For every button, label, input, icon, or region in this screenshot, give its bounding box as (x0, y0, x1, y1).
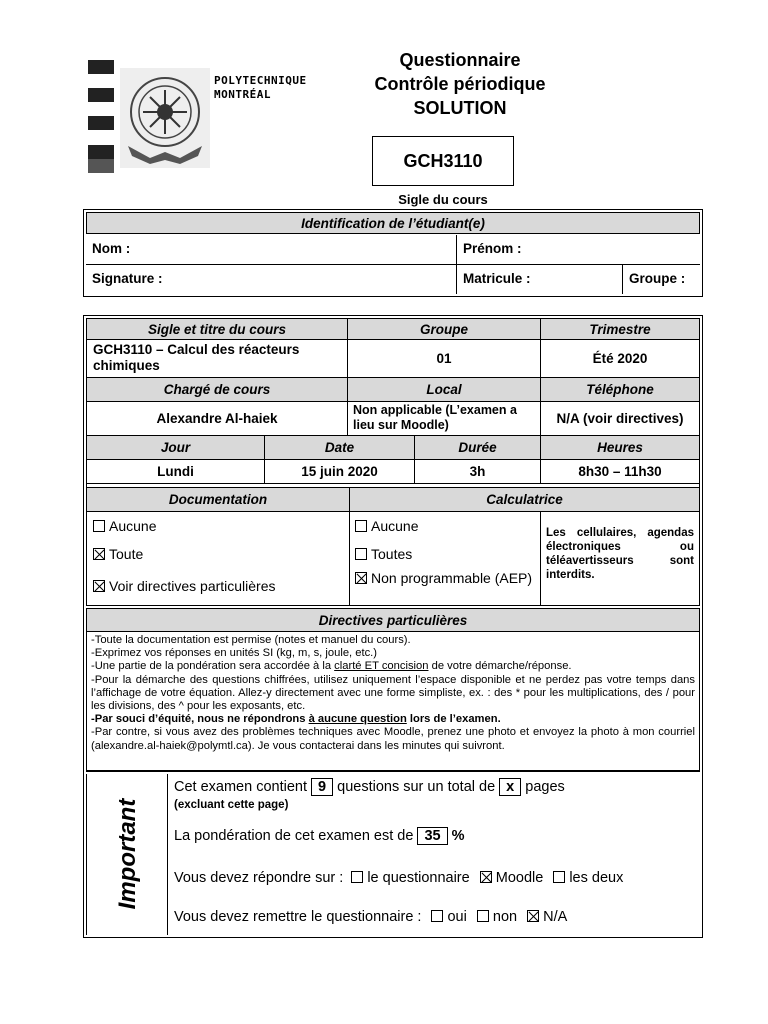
local-value: Non applicable (L’examen a lieu sur Moodle) (348, 402, 541, 436)
logo-text-line1: POLYTECHNIQUE (214, 74, 307, 87)
opt-questionnaire[interactable] (351, 870, 469, 886)
opt-moodle[interactable] (480, 870, 544, 886)
directives-text (86, 632, 700, 772)
course-code-box: GCH3110 (372, 136, 514, 186)
checkbox-empty-icon[interactable] (553, 871, 565, 883)
identification-title: Identification de l’étudiant(e) (86, 212, 700, 234)
opt-deux[interactable] (553, 870, 623, 886)
directive-2: -Exprimez vos réponses en unités SI (kg, m, s, joule, etc.) (91, 647, 378, 660)
remettre-label: Vous devez remettre le questionnaire : (174, 909, 422, 925)
directive-5a: -Par souci d’équité, nous ne répondrons (91, 713, 309, 726)
date-value: 15 juin 2020 (265, 460, 415, 484)
checkbox-checked-icon[interactable] (355, 572, 367, 584)
header-sigle: Sigle et titre du cours (86, 318, 348, 340)
checkbox-empty-icon[interactable] (351, 871, 363, 883)
calc-aucune-option[interactable] (355, 518, 418, 534)
polytechnique-logo (88, 60, 318, 175)
document-title (330, 48, 590, 120)
header-groupe: Groupe (348, 318, 541, 340)
telephone-value: N/A (voir directives) (541, 402, 700, 436)
doc-aucune-label: Aucune (109, 518, 157, 534)
title-line2: Contrôle périodique (374, 74, 546, 94)
title-line3: SOLUTION (413, 98, 507, 118)
calc-aucune-label: Aucune (371, 518, 419, 534)
heures-value: 8h30 – 11h30 (541, 460, 700, 484)
directive-5 (91, 713, 695, 726)
directive-3b: de votre démarche/réponse. (428, 660, 572, 673)
jour-value: Lundi (86, 460, 265, 484)
checkbox-checked-icon[interactable] (480, 871, 492, 883)
directive-5b: lors de l’examen. (406, 713, 501, 726)
checkbox-checked-icon[interactable] (527, 910, 539, 922)
repondre-line (174, 870, 623, 886)
checkbox-empty-icon[interactable] (355, 520, 367, 532)
page-count-box: x (499, 778, 521, 796)
calc-toutes-label: Toutes (371, 546, 413, 562)
doc-voir-option[interactable] (93, 578, 276, 594)
prenom-field[interactable]: Prénom : (457, 235, 700, 265)
groupe-value: 01 (348, 340, 541, 378)
opt-oui-label: oui (447, 909, 467, 925)
identification-table (83, 209, 703, 297)
important-label: Important (114, 798, 141, 910)
checkbox-empty-icon[interactable] (431, 910, 443, 922)
title-line1: Questionnaire (399, 50, 521, 70)
doc-toute-label: Toute (109, 546, 144, 562)
question-count-box: 9 (311, 778, 333, 796)
doc-voir-label: Voir directives particulières (109, 578, 276, 594)
trimestre-value: Été 2020 (541, 340, 700, 378)
q-note: (excluant cette page) (174, 799, 289, 811)
checkbox-checked-icon[interactable] (93, 580, 105, 592)
directive-3 (91, 660, 695, 673)
opt-non[interactable] (477, 909, 517, 925)
header-directives: Directives particulières (86, 608, 700, 632)
q-suffix: pages (525, 779, 565, 795)
opt-na[interactable] (527, 909, 567, 925)
remettre-line (174, 909, 567, 925)
opt-non-label: non (492, 909, 518, 925)
important-label-cell (86, 774, 168, 935)
groupe-field[interactable]: Groupe : (629, 271, 686, 286)
ponderation-line (174, 827, 465, 845)
opt-questionnaire-label: le questionnaire (367, 870, 470, 886)
opt-moodle-label: Moodle (495, 870, 544, 886)
directive-1: -Toute la documentation est permise (notes et manuel du cours). (91, 634, 411, 646)
opt-oui[interactable] (431, 909, 466, 925)
duree-value: 3h (415, 460, 541, 484)
doc-toute-option[interactable] (93, 546, 143, 562)
important-content (168, 774, 700, 935)
calculatrice-options (350, 512, 541, 606)
seal-icon (120, 68, 210, 168)
logo-text-line2: MONTRÉAL (214, 88, 271, 101)
course-code-label: Sigle du cours (398, 192, 488, 207)
sigle-value: GCH3110 – Calcul des réacteurs chimiques (86, 340, 348, 378)
header-calculatrice: Calculatrice (350, 488, 700, 512)
repondre-label: Vous devez répondre sur : (174, 870, 344, 886)
calc-toutes-option[interactable] (355, 546, 412, 562)
opt-deux-label: les deux (569, 870, 624, 886)
checkbox-checked-icon[interactable] (93, 548, 105, 560)
checkbox-empty-icon[interactable] (477, 910, 489, 922)
directive-3a: -Une partie de la pondération sera accordée à la (91, 660, 335, 673)
checkbox-empty-icon[interactable] (93, 520, 105, 532)
logo-bars-icon (88, 60, 114, 173)
directive-4: -Pour la démarche des questions chiffrées, utilisez uniquement l’espace disponible et ne perdez pas votre temps dans l’affichage de votre équation. Allez-y directement avec une forme simpliste, ex. : des * pour les multiplications, des / pour les divisions, des ^ pour les exposants, etc. (91, 673, 695, 713)
header-charge: Chargé de cours (86, 378, 348, 402)
checkbox-empty-icon[interactable] (355, 548, 367, 560)
header-jour: Jour (86, 436, 265, 460)
calc-non-prog-option[interactable] (355, 570, 535, 586)
directive-6: -Par contre, si vous avez des problèmes techniques avec Moodle, prenez une photo et envoyez la photo à mon courriel (alexandre.al-haiek@polymtl.ca). Je vous contacterai dans les minutes qui suivront. (91, 726, 695, 752)
q-prefix: Cet examen contient (174, 779, 307, 795)
matricule-field[interactable]: Matricule : (457, 265, 623, 294)
signature-field[interactable]: Signature : (86, 265, 457, 294)
header-duree: Durée (415, 436, 541, 460)
header-documentation: Documentation (86, 488, 350, 512)
header-local: Local (348, 378, 541, 402)
q-mid: questions sur un total de (337, 779, 496, 795)
header-telephone: Téléphone (541, 378, 700, 402)
directive-5-underline: à aucune question (308, 713, 407, 726)
ponderation-box: 35 (417, 827, 447, 845)
question-count-line (174, 778, 565, 796)
calc-note: Les cellulaires, agendas électroniques ou téléavertisseurs sont interdits. (541, 512, 700, 606)
opt-na-label: N/A (543, 909, 568, 925)
pond-prefix: La pondération de cet examen est de (174, 828, 414, 844)
header-trimestre: Trimestre (541, 318, 700, 340)
header-date: Date (265, 436, 415, 460)
nom-field[interactable]: Nom : (86, 235, 457, 265)
documentation-options (86, 512, 350, 606)
pond-suffix: % (451, 828, 465, 844)
calc-non-prog-label: Non programmable (AEP) (371, 570, 533, 586)
charge-value: Alexandre Al-haiek (86, 402, 348, 436)
course-info-table (83, 315, 703, 938)
directive-3-underline: clarté ET concision (334, 660, 429, 673)
doc-aucune-option[interactable] (93, 518, 156, 534)
header-heures: Heures (541, 436, 700, 460)
